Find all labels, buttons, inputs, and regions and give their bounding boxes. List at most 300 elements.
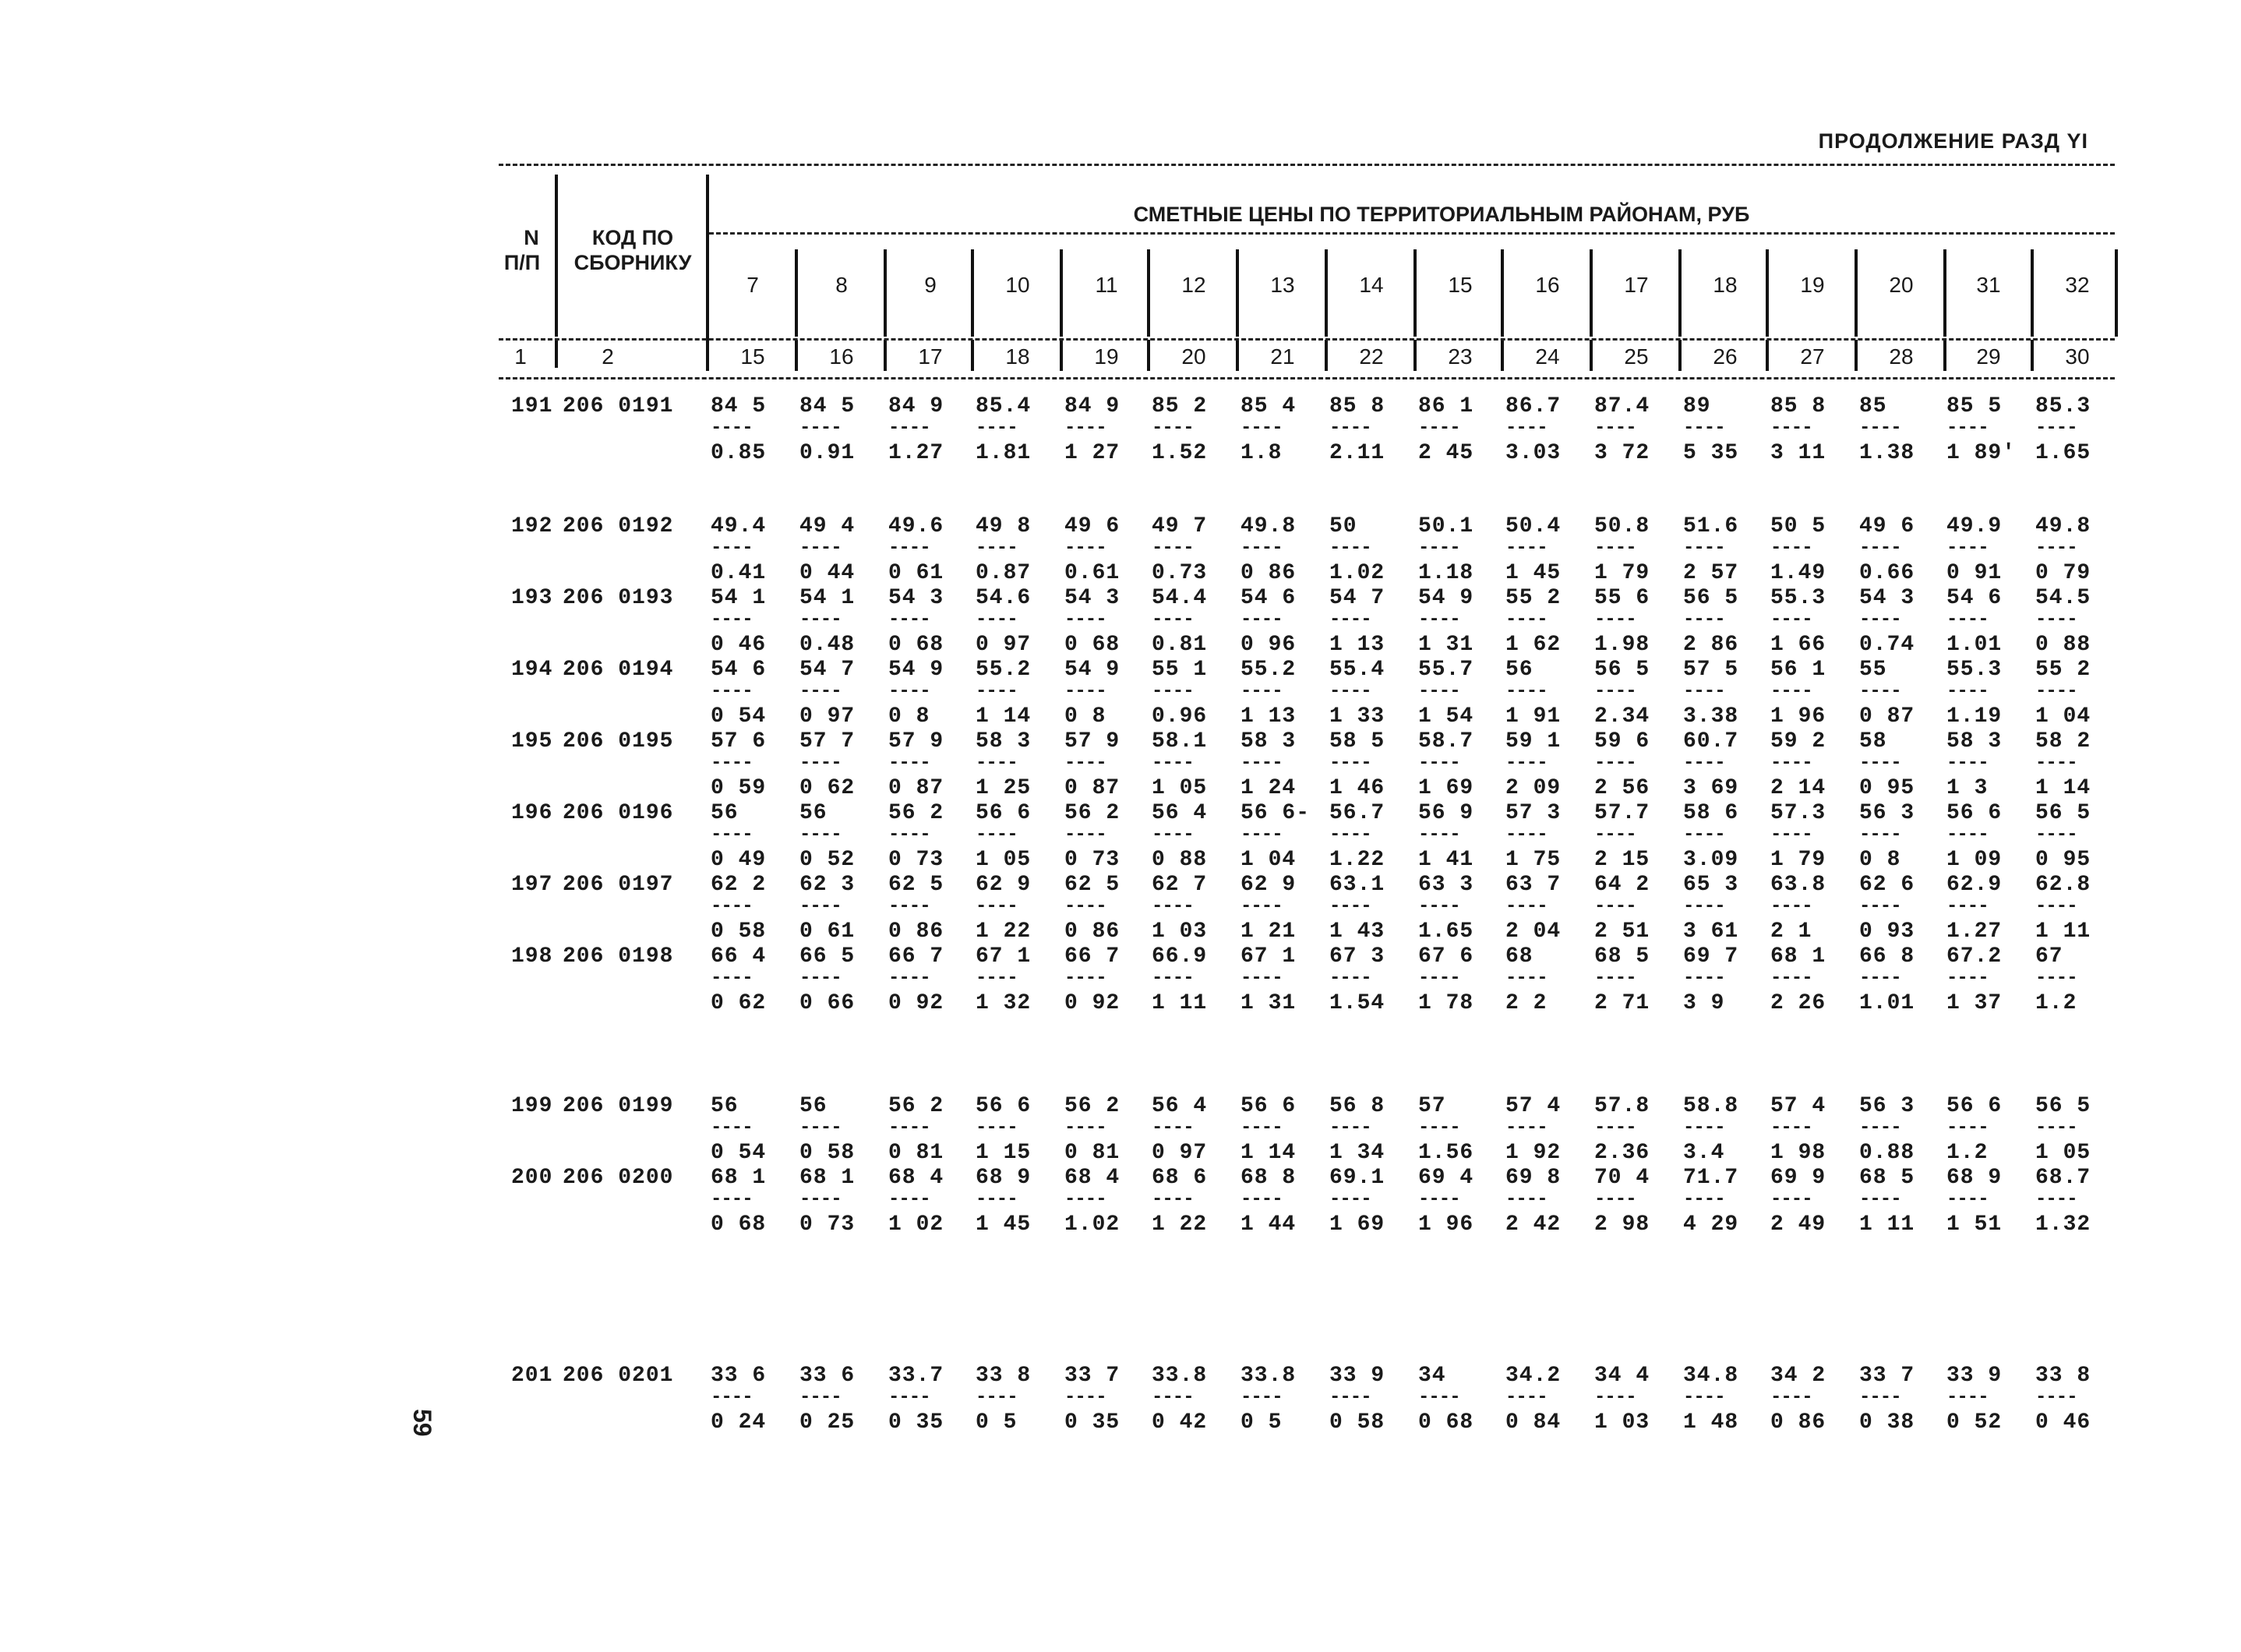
price-value-lower: 0 73	[799, 1213, 856, 1237]
price-value-lower: 0 62	[711, 991, 767, 1015]
price-value-lower: 1.81	[976, 441, 1032, 465]
price-value-lower: 0 97	[799, 704, 856, 729]
price-value: 58 3	[976, 729, 1032, 754]
col-number: 25	[1624, 344, 1649, 369]
fraction-separator: ----	[2035, 1189, 2077, 1210]
fraction-separator: ----	[1152, 1117, 1194, 1138]
price-value-lower: 1.2	[1946, 1141, 1989, 1165]
fraction-separator: ----	[799, 1387, 842, 1408]
price-value-lower: 0 87	[888, 776, 944, 800]
price-value: 62.8	[2035, 873, 2091, 897]
price-value: 57 4	[1770, 1094, 1826, 1118]
price-value-lower: 1.52	[1152, 441, 1208, 465]
price-value-lower: 0 59	[711, 776, 767, 800]
price-value: 54 1	[799, 586, 856, 610]
price-value: 69 7	[1683, 944, 1739, 969]
row-number: 195	[511, 729, 553, 754]
price-value-lower: 0 68	[1418, 1410, 1474, 1435]
header-divider	[1855, 340, 1858, 371]
price-value-lower: 1 03	[1594, 1410, 1650, 1435]
header-divider	[1147, 249, 1150, 337]
fraction-separator: ----	[1683, 538, 1725, 559]
price-value: 85 4	[1240, 394, 1297, 418]
fraction-separator: ----	[711, 1117, 753, 1138]
fraction-separator: ----	[1946, 968, 1989, 989]
price-value: 84 5	[711, 394, 767, 418]
price-value: 68 4	[888, 1166, 944, 1190]
price-value-lower: 1 66	[1770, 633, 1826, 657]
price-value-lower: 1 45	[976, 1213, 1032, 1237]
price-value-lower: 0 68	[711, 1213, 767, 1237]
price-value-lower: 3.38	[1683, 704, 1739, 729]
price-value: 50 5	[1770, 514, 1826, 538]
price-value-lower: 1 92	[1505, 1141, 1562, 1165]
fraction-separator: ----	[1152, 824, 1194, 845]
fraction-separator: ----	[1505, 538, 1548, 559]
row-code: 206 0198	[563, 944, 674, 969]
fraction-separator: ----	[1946, 1189, 1989, 1210]
price-value: 64 2	[1594, 873, 1650, 897]
price-value-lower: 1 3	[1946, 776, 1989, 800]
fraction-separator: ----	[2035, 1387, 2077, 1408]
price-value: 63 7	[1505, 873, 1562, 897]
price-value: 60.7	[1683, 729, 1739, 754]
price-value: 57 4	[1505, 1094, 1562, 1118]
fraction-separator: ----	[976, 1117, 1018, 1138]
price-value-lower: 1 22	[1152, 1213, 1208, 1237]
price-value: 67 6	[1418, 944, 1474, 969]
price-value-lower: 1 37	[1946, 991, 2003, 1015]
price-value-lower: 2 26	[1770, 991, 1826, 1015]
fraction-separator: ----	[1683, 418, 1725, 439]
price-value-lower: 0 88	[1152, 848, 1208, 872]
price-value-lower: 0 25	[799, 1410, 856, 1435]
fraction-separator: ----	[1240, 1387, 1283, 1408]
price-value: 49 6	[1859, 514, 1915, 538]
price-value-lower: 0 35	[888, 1410, 944, 1435]
row-number: 199	[511, 1094, 553, 1118]
fraction-separator: ----	[1505, 609, 1548, 630]
district-header: 19	[1800, 273, 1825, 297]
price-value-lower: 0 95	[2035, 848, 2091, 872]
fraction-separator: ----	[1329, 753, 1371, 774]
price-value-lower: 1 14	[2035, 776, 2091, 800]
fraction-separator: ----	[1505, 1387, 1548, 1408]
price-value-lower: 2 42	[1505, 1213, 1562, 1237]
price-value-lower: 1 32	[976, 991, 1032, 1015]
price-value-lower: 1 98	[1770, 1141, 1826, 1165]
fraction-separator: ----	[1152, 896, 1194, 917]
price-value: 56 2	[888, 801, 944, 825]
price-value: 59 2	[1770, 729, 1826, 754]
price-value-lower: 1 43	[1329, 920, 1385, 944]
fraction-separator: ----	[1240, 896, 1283, 917]
header-rule	[709, 232, 2115, 235]
price-value-lower: 0 97	[976, 633, 1032, 657]
fraction-separator: ----	[1240, 1189, 1283, 1210]
fraction-separator: ----	[1859, 609, 1901, 630]
fraction-separator: ----	[1859, 824, 1901, 845]
price-value: 87.4	[1594, 394, 1650, 418]
header-divider	[1060, 249, 1063, 337]
price-value-lower: 1 34	[1329, 1141, 1385, 1165]
price-value: 33 6	[799, 1364, 856, 1388]
fraction-separator: ----	[1594, 1189, 1636, 1210]
price-value: 85.4	[976, 394, 1032, 418]
price-value: 57 3	[1505, 801, 1562, 825]
price-value-lower: 0 97	[1152, 1141, 1208, 1165]
price-value-lower: 1.27	[1946, 920, 2003, 944]
row-code: 206 0201	[563, 1364, 674, 1388]
price-value-lower: 0 87	[1859, 704, 1915, 729]
fraction-separator: ----	[1329, 968, 1371, 989]
fraction-separator: ----	[2035, 896, 2077, 917]
header-divider	[555, 338, 558, 368]
fraction-separator: ----	[1946, 1117, 1989, 1138]
fraction-separator: ----	[1064, 896, 1106, 917]
price-value: 68 5	[1859, 1166, 1915, 1190]
price-value: 85 8	[1770, 394, 1826, 418]
price-value: 34.2	[1505, 1364, 1562, 1388]
col-number: 29	[1976, 344, 2001, 369]
fraction-separator: ----	[1418, 1117, 1460, 1138]
price-value: 62.9	[1946, 873, 2003, 897]
price-value-lower: 0 84	[1505, 1410, 1562, 1435]
fraction-separator: ----	[1859, 753, 1901, 774]
price-value: 57 9	[1064, 729, 1120, 754]
col-number: 2	[602, 344, 614, 369]
fraction-separator: ----	[1594, 896, 1636, 917]
price-value: 55 6	[1594, 586, 1650, 610]
price-value-lower: 0.87	[976, 561, 1032, 585]
price-value-lower: 0 86	[888, 920, 944, 944]
price-value: 33 6	[711, 1364, 767, 1388]
price-value-lower: 0 91	[1946, 561, 2003, 585]
price-value: 68 1	[1770, 944, 1826, 969]
fraction-separator: ----	[1946, 896, 1989, 917]
price-value: 67 3	[1329, 944, 1385, 969]
fraction-separator: ----	[1859, 896, 1901, 917]
price-value: 56 2	[888, 1094, 944, 1118]
fraction-separator: ----	[1770, 681, 1812, 702]
header-divider	[555, 175, 558, 337]
fraction-separator: ----	[711, 824, 753, 845]
fraction-separator: ----	[1418, 1189, 1460, 1210]
fraction-separator: ----	[1152, 1189, 1194, 1210]
fraction-separator: ----	[1683, 824, 1725, 845]
fraction-separator: ----	[1152, 538, 1194, 559]
price-value-lower: 0 68	[1064, 633, 1120, 657]
price-value-lower: 1.19	[1946, 704, 2003, 729]
price-value-lower: 2 51	[1594, 920, 1650, 944]
fraction-separator: ----	[799, 1189, 842, 1210]
fraction-separator: ----	[1418, 753, 1460, 774]
header-divider	[795, 340, 798, 371]
price-value: 58 5	[1329, 729, 1385, 754]
price-value-lower: 1 04	[2035, 704, 2091, 729]
price-value-lower: 0 58	[799, 1141, 856, 1165]
price-value-lower: 2.11	[1329, 441, 1385, 465]
price-value: 55.4	[1329, 658, 1385, 682]
fraction-separator: ----	[1946, 1387, 1989, 1408]
fraction-separator: ----	[1418, 1387, 1460, 1408]
fraction-separator: ----	[1946, 681, 1989, 702]
fraction-separator: ----	[1240, 681, 1283, 702]
price-value: 56 6	[1946, 801, 2003, 825]
district-header: 31	[1976, 273, 2001, 297]
price-value-lower: 1 24	[1240, 776, 1297, 800]
price-value: 50.1	[1418, 514, 1474, 538]
price-value-lower: 0 73	[888, 848, 944, 872]
price-value: 54 6	[1240, 586, 1297, 610]
fraction-separator: ----	[1418, 681, 1460, 702]
price-value: 85	[1859, 394, 1887, 418]
price-value: 59 6	[1594, 729, 1650, 754]
price-value: 57.3	[1770, 801, 1826, 825]
price-value-lower: 2 45	[1418, 441, 1474, 465]
price-value-lower: 0 58	[1329, 1410, 1385, 1435]
price-value: 58	[1859, 729, 1887, 754]
price-value: 56 6	[976, 801, 1032, 825]
district-header: 14	[1359, 273, 1384, 297]
price-value: 54 9	[1064, 658, 1120, 682]
row-number: 201	[511, 1364, 553, 1388]
fraction-separator: ----	[1064, 1117, 1106, 1138]
price-value-lower: 3 61	[1683, 920, 1739, 944]
price-value-lower: 1 45	[1505, 561, 1562, 585]
col-code-header: СБОРНИКУ	[573, 251, 692, 274]
header-divider	[1855, 249, 1858, 337]
price-value-lower: 0 86	[1064, 920, 1120, 944]
fraction-separator: ----	[976, 609, 1018, 630]
price-value-lower: 1 11	[1859, 1213, 1915, 1237]
price-value: 57 7	[799, 729, 856, 754]
price-value-lower: 0 46	[2035, 1410, 2091, 1435]
price-value: 66 5	[799, 944, 856, 969]
price-value-lower: 0 73	[1064, 848, 1120, 872]
fraction-separator: ----	[1859, 1117, 1901, 1138]
fraction-separator: ----	[1505, 1189, 1548, 1210]
price-value: 62 7	[1152, 873, 1208, 897]
price-value-lower: 2 14	[1770, 776, 1826, 800]
price-value: 89	[1683, 394, 1711, 418]
price-value-lower: 1.2	[2035, 991, 2077, 1015]
price-value-lower: 1 21	[1240, 920, 1297, 944]
price-value-lower: 0 8	[1859, 848, 1901, 872]
price-value-lower: 0 42	[1152, 1410, 1208, 1435]
price-value: 54.6	[976, 586, 1032, 610]
fraction-separator: ----	[1418, 609, 1460, 630]
price-value-lower: 0 86	[1770, 1410, 1826, 1435]
row-number: 192	[511, 514, 553, 538]
price-value-lower: 0 88	[2035, 633, 2091, 657]
price-value: 62 2	[711, 873, 767, 897]
row-code: 206 0199	[563, 1094, 674, 1118]
row-number: 200	[511, 1166, 553, 1190]
fraction-separator: ----	[799, 824, 842, 845]
price-value: 65 3	[1683, 873, 1739, 897]
price-value: 66 7	[1064, 944, 1120, 969]
fraction-separator: ----	[888, 681, 930, 702]
price-value: 33 9	[1329, 1364, 1385, 1388]
price-value-lower: 1.56	[1418, 1141, 1474, 1165]
price-value-lower: 0 5	[976, 1410, 1018, 1435]
fraction-separator: ----	[1152, 968, 1194, 989]
price-value: 56 6-	[1240, 801, 1311, 825]
fraction-separator: ----	[888, 538, 930, 559]
price-value-lower: 1 27	[1064, 441, 1120, 465]
price-value: 63.1	[1329, 873, 1385, 897]
price-value-lower: 1 62	[1505, 633, 1562, 657]
fraction-separator: ----	[1770, 609, 1812, 630]
fraction-separator: ----	[799, 609, 842, 630]
fraction-separator: ----	[1770, 418, 1812, 439]
price-value: 69 4	[1418, 1166, 1474, 1190]
header-divider	[1236, 340, 1239, 371]
price-value-lower: 2 86	[1683, 633, 1739, 657]
fraction-separator: ----	[1770, 538, 1812, 559]
price-value: 49.9	[1946, 514, 2003, 538]
header-divider	[2031, 340, 2034, 371]
fraction-separator: ----	[1418, 968, 1460, 989]
price-value-lower: 1.01	[1859, 991, 1915, 1015]
header-divider	[1943, 249, 1946, 337]
fraction-separator: ----	[1770, 1117, 1812, 1138]
col-number: 15	[740, 344, 765, 369]
header-divider	[1501, 249, 1504, 337]
price-value: 58 2	[2035, 729, 2091, 754]
price-value-lower: 1 69	[1329, 1213, 1385, 1237]
price-value-lower: 0 92	[888, 991, 944, 1015]
price-value: 33 8	[2035, 1364, 2091, 1388]
fraction-separator: ----	[1594, 418, 1636, 439]
price-value-lower: 1 48	[1683, 1410, 1739, 1435]
price-value: 33.7	[888, 1364, 944, 1388]
top-rule	[499, 164, 2115, 166]
price-value: 56 4	[1152, 801, 1208, 825]
fraction-separator: ----	[1329, 824, 1371, 845]
fraction-separator: ----	[799, 681, 842, 702]
fraction-separator: ----	[1505, 824, 1548, 845]
price-value: 57.8	[1594, 1094, 1650, 1118]
fraction-separator: ----	[1240, 824, 1283, 845]
price-value: 68 6	[1152, 1166, 1208, 1190]
row-code: 206 0196	[563, 801, 674, 825]
fraction-separator: ----	[711, 538, 753, 559]
price-value: 63.8	[1770, 873, 1826, 897]
price-value: 68 5	[1594, 944, 1650, 969]
row-number: 197	[511, 873, 553, 897]
price-value-lower: 0 66	[799, 991, 856, 1015]
price-value: 54.5	[2035, 586, 2091, 610]
price-value: 56	[1505, 658, 1533, 682]
fraction-separator: ----	[1859, 1189, 1901, 1210]
col-number: 28	[1889, 344, 1914, 369]
fraction-separator: ----	[799, 418, 842, 439]
price-value-lower: 0.96	[1152, 704, 1208, 729]
price-value-lower: 2 2	[1505, 991, 1548, 1015]
price-value: 54 9	[1418, 586, 1474, 610]
price-value: 85 8	[1329, 394, 1385, 418]
price-value: 55 2	[2035, 658, 2091, 682]
row-code: 206 0194	[563, 658, 674, 682]
price-value-lower: 0 62	[799, 776, 856, 800]
price-value: 66.9	[1152, 944, 1208, 969]
fraction-separator: ----	[1329, 418, 1371, 439]
col-number: 20	[1181, 344, 1206, 369]
price-value-lower: 1.8	[1240, 441, 1283, 465]
fraction-separator: ----	[976, 681, 1018, 702]
price-value: 57	[1418, 1094, 1446, 1118]
col-number: 30	[2065, 344, 2090, 369]
district-header: 9	[924, 273, 937, 297]
fraction-separator: ----	[1064, 609, 1106, 630]
price-value: 56	[799, 801, 828, 825]
row-number: 196	[511, 801, 553, 825]
fraction-separator: ----	[1770, 968, 1812, 989]
fraction-separator: ----	[1683, 896, 1725, 917]
fraction-separator: ----	[1064, 968, 1106, 989]
col-number: 22	[1359, 344, 1384, 369]
price-value-lower: 0.74	[1859, 633, 1915, 657]
price-value: 84 9	[888, 394, 944, 418]
price-value: 66 4	[711, 944, 767, 969]
price-value-lower: 1 51	[1946, 1213, 2003, 1237]
price-value: 56	[799, 1094, 828, 1118]
fraction-separator: ----	[888, 753, 930, 774]
price-value: 58.7	[1418, 729, 1474, 754]
price-value: 55.2	[976, 658, 1032, 682]
price-value: 49.6	[888, 514, 944, 538]
price-value-lower: 1 41	[1418, 848, 1474, 872]
fraction-separator: ----	[1240, 418, 1283, 439]
fraction-separator: ----	[888, 968, 930, 989]
price-value: 33 9	[1946, 1364, 2003, 1388]
price-value: 56 6	[1946, 1094, 2003, 1118]
col-code-header: КОД ПО	[591, 226, 674, 249]
price-value-lower: 1 78	[1418, 991, 1474, 1015]
price-value-lower: 0 61	[799, 920, 856, 944]
price-value: 34	[1418, 1364, 1446, 1388]
price-value: 54 7	[1329, 586, 1385, 610]
fraction-separator: ----	[1418, 418, 1460, 439]
price-value: 54 6	[711, 658, 767, 682]
fraction-separator: ----	[976, 968, 1018, 989]
price-value: 67.2	[1946, 944, 2003, 969]
header-divider	[884, 340, 887, 371]
fraction-separator: ----	[1683, 609, 1725, 630]
price-value-lower: 1.65	[2035, 441, 2091, 465]
price-value: 34 2	[1770, 1364, 1826, 1388]
fraction-separator: ----	[2035, 1117, 2077, 1138]
price-value-lower: 1 13	[1240, 704, 1297, 729]
fraction-separator: ----	[1946, 824, 1989, 845]
district-header: 18	[1713, 273, 1738, 297]
price-value-lower: 0 86	[1240, 561, 1297, 585]
price-value: 69 8	[1505, 1166, 1562, 1190]
price-value-lower: 0.88	[1859, 1141, 1915, 1165]
fraction-separator: ----	[1064, 824, 1106, 845]
fraction-separator: ----	[711, 609, 753, 630]
price-value-lower: 0 54	[711, 1141, 767, 1165]
price-value-lower: 2 98	[1594, 1213, 1650, 1237]
price-value: 85 5	[1946, 394, 2003, 418]
fraction-separator: ----	[799, 968, 842, 989]
price-value: 56 5	[2035, 1094, 2091, 1118]
fraction-separator: ----	[799, 538, 842, 559]
price-value-lower: 0 35	[1064, 1410, 1120, 1435]
district-header: 11	[1095, 273, 1118, 297]
